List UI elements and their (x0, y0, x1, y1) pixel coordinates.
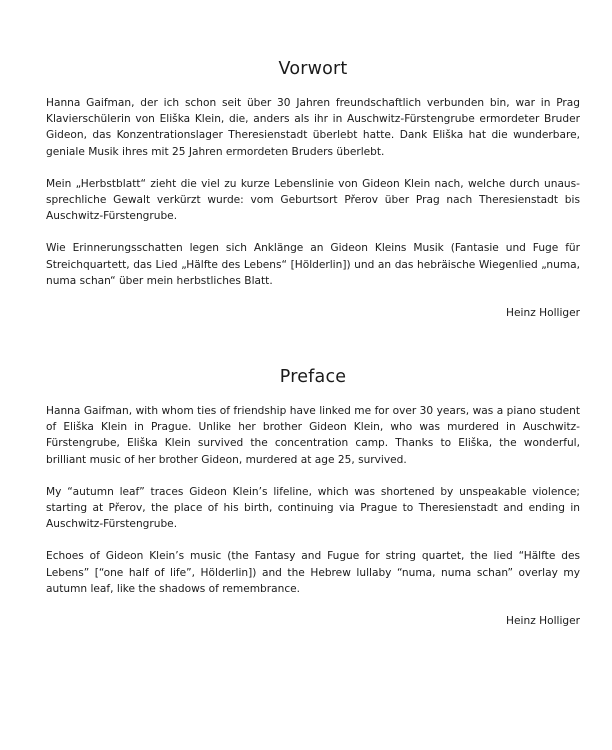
vorwort-paragraph-2: Mein „Herbstblatt“ zieht die viel zu kurze Lebenslinie von Gideon Klein nach, welche durch unaussprechliche Gewalt verkürzt wurde: vom Geburtsort Přerov über Prag nach Theresienstadt bis Auschwitz-Fürstengrube. (46, 177, 580, 223)
vorwort-paragraph-3: Wie Erinnerungsschatten legen sich Anklänge an Gideon Kleins Musik (Fantasie und Fuge für Streichquartett, das Lied „Hälfte des Lebens“ [Hölderlin]) und an das hebräische Wiegenlied „numa, numa schan“ über mein herbstliches Blatt. (46, 242, 580, 287)
preface-paragraph-3: Echoes of Gideon Klein’s music (the Fantasy and Fugue for string quartet, the lied “Hälfte des Lebens” [“one half of life”, Hölderlin]) and the Hebrew lullaby “numa, numa schan” overlay my autumn leaf, like the shadows of remembrance. (46, 550, 580, 595)
preface-title: Preface (279, 367, 347, 387)
vorwort-section (46, 58, 580, 321)
preface-signature: Heinz Holliger (506, 615, 580, 628)
vorwort-signature: Heinz Holliger (506, 307, 580, 320)
vorwort-title: Vorwort (278, 59, 348, 79)
preface-paragraph-1: Hanna Gaifman, with whom ties of friendship have linked me for over 30 years, was a piano student of Eliška Klein in Prague. Unlike her brother Gideon Klein, who was murdered in Auschwitz-Fürstengrube, Eliška Klein survived the concentration camp. Thanks to Eliška, the wonderful, brilliant music of her brother Gideon, murdered at age 25, survived. (46, 405, 580, 466)
preface-section (46, 366, 580, 629)
vorwort-paragraph-1: Hanna Gaifman, der ich schon seit über 30 Jahren freundschaftlich verbunden bin, war in Prag Klavierschülerin von Eliška Klein, die, anders als ihr in Auschwitz-Fürstengrube ermordeter Bruder Gideon, das Konzentrationslager Theresienstadt überlebt hatte. Dank Eliška hat die wunderbare, geniale Musik ihres mit 25 Jahren ermordeten Bruders überlebt. (46, 97, 580, 158)
preface-paragraph-2: My “autumn leaf” traces Gideon Klein’s lifeline, which was shortened by unspeakable violence; starting at Přerov, the place of his birth, continuing via Prague to Theresienstadt and ending in Auschwitz-Fürstengrube. (46, 485, 580, 531)
